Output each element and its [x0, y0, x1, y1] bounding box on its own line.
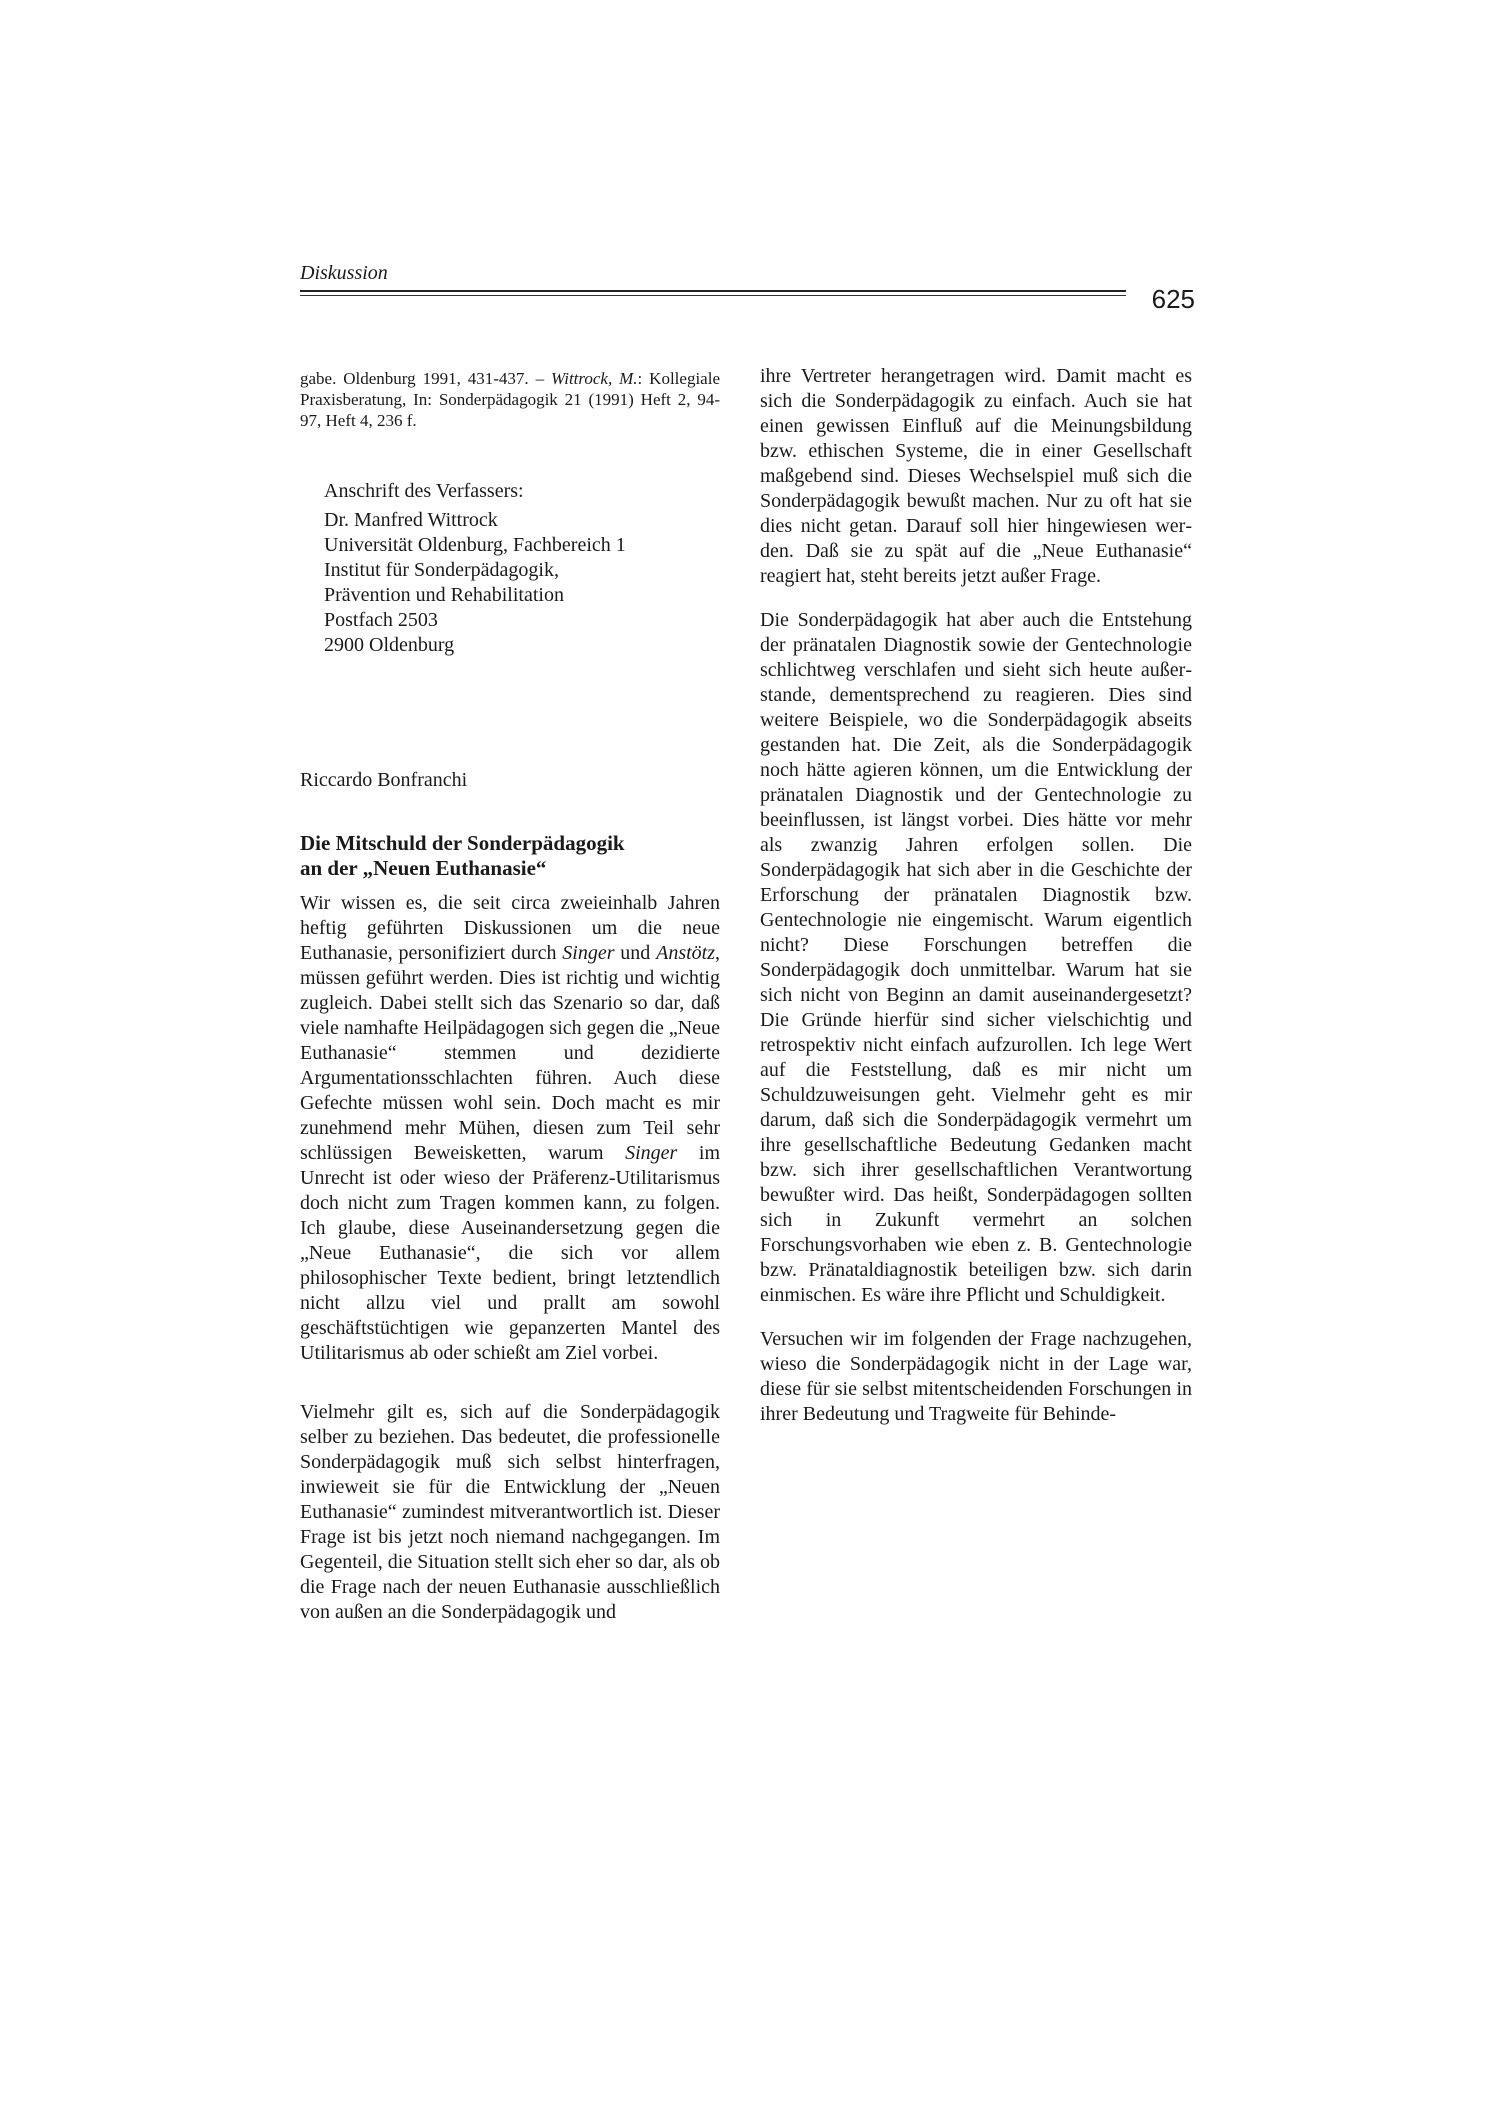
left-column: [300, 368, 720, 1625]
address-line: Postfach 2503: [324, 609, 438, 631]
section-title: Diskussion: [300, 262, 388, 284]
address-line: 2900 Oldenburg: [324, 634, 455, 656]
emphasis-name: Anstötz: [656, 942, 716, 964]
header-rule-thick: [300, 290, 1126, 292]
emphasis-name: Wittrock, M.: [551, 369, 638, 388]
address-line: Institut für Sonderpädagogik,: [324, 559, 559, 581]
body-paragraph: Vielmehr gilt es, sich auf die Sonderpädagogik selber zu beziehen. Das bedeutet, die professionelle Sonderpädagogik muß sich selbst hinterfragen, inwieweit sie für die Entwicklung der „Neuen Euthanasie“ zumindest mitverantwortlich ist. Dieser Frage ist bis jetzt noch niemand nachgegangen. Im Gegenteil, die Situation stellt sich eher so dar, als ob die Frage nach der neuen Euthanasie ausschließlich von außen an die Sonderpädagogik und: [300, 1401, 720, 1623]
body-paragraph: Wir wissen es, die seit circa zweieinhalb Jahren heftig geführten Diskussionen um die neue Euthanasie, personifiziert durch Singer und Anstötz, müssen geführt werden. Dies ist richtig und wichtig zugleich. Dabei stellt sich das Szenario so dar, daß viele namhafte Heilpädagogen sich gegen die „Neue Euthanasie“ stemmen und dezidierte Argumentationsschlachten führen. Auch diese Gefechte müssen wohl sein. Doch macht es mir zunehmend mehr Mühen, diesen zum Teil sehr schlüssigen Beweisketten, warum Singer im Unrecht ist oder wieso der Präferenz-Utilitarismus doch nicht zum Tragen kommen kann, zu folgen. Ich glaube, diese Auseinandersetzung gegen die „Neue Euthanasie“, die sich vor allem philosophischer Texte bedient, bringt letztendlich nicht allzu viel und prallt am sowohl geschäftstüchtigen wie gepanzerten Mantel des Utilitarismus ab oder schießt am Ziel vorbei.: [300, 892, 721, 1364]
article-title-line: an der „Neuen Euthanasie“: [300, 856, 547, 880]
article-title-line: Die Mitschuld der Sonderpädagogik: [300, 831, 625, 855]
reference-continuation: gabe. Oldenburg 1991, 431-437. – Wittrock, M.: Kollegiale Praxisberatung, In: Sonderpädagogik 21 (1991) Heft 2, 94-97, Heft 4, 236 f.: [300, 369, 720, 430]
emphasis-name: Singer: [625, 1142, 678, 1164]
body-paragraph: ihre Vertreter herangetragen wird. Damit macht es sich die Sonderpädagogik zu einfach. Auch sie hat einen gewissen Einfluß auf die Meinungsbildung bzw. ethischen Systeme, die in einer Gesellschaft maßgebend sind. Dieses Wechselspiel muß sich die Sonderpädagogik bewußt machen. Nur zu oft hat sie dies nicht getan. Darauf soll hier hingewiesen werden. Daß sie zu spät auf die „Neue Euthanasie“ reagiert hat, steht bereits jetzt außer Frage.: [760, 365, 1192, 587]
body-paragraph: Versuchen wir im folgenden der Frage nachzugehen, wieso die Sonderpädagogik nicht in der Lage war, diese für sie selbst mitentscheidenden Forschungen in ihrer Bedeutung und Tragweite für Behinde-: [760, 1328, 1192, 1425]
address-line: Prävention und Rehabilitation: [324, 584, 564, 606]
address-line: Universität Oldenburg, Fachbereich 1: [324, 534, 626, 556]
address-line: Dr. Manfred Wittrock: [324, 509, 498, 531]
body-paragraph: Die Sonderpädagogik hat aber auch die Entstehung der pränatalen Diagnostik sowie der Gentechnologie schlichtweg verschlafen und sieht sich heute außerstande, dementsprechend zu reagieren. Dies sind weitere Beispiele, wo die Sonderpädagogik abseits gestanden hat. Die Zeit, als die Sonderpädagogik noch hätte agieren können, um die Entwicklung der pränatalen Diagnostik und der Gentechnologie zu beeinflussen, ist längst vorbei. Dies hätte vor mehr als zwanzig Jahren erfolgen sollen. Die Sonderpädagogik hat sich aber in die Geschichte der Erforschung der pränatalen Diagnostik bzw. Gentechnologie nie eingemischt. Warum eigentlich nicht? Diese Forschungen betreffen die Sonderpädagogik doch unmittelbar. Warum hat sie sich nicht von Beginn an damit auseinandergesetzt? Die Gründe hierfür sind sicher vielschichtig und retrospektiv nicht einfach aufzurollen. Ich lege Wert auf die Feststellung, daß es mir nicht um Schuldzuweisungen geht. Vielmehr geht es mir darum, daß sich die Sonderpädagogik vermehrt um ihre gesellschaftliche Bedeutung Gedanken macht bzw. sich ihrer gesellschaftlichen Verantwortung bewußter wird. Das heißt, Sonderpädagogen sollten sich in Zukunft vermehrt an solchen Forschungsvorhaben wie eben z. B. Gentechnologie bzw. Pränataldiagnostik beteiligen bzw. sich darin einmischen. Es wäre ihre Pflicht und Schuldigkeit.: [760, 609, 1192, 1306]
emphasis-name: Singer: [562, 942, 615, 964]
address-heading: Anschrift des Verfassers:: [324, 480, 524, 502]
author-address: [324, 479, 720, 658]
right-column: [760, 364, 1192, 1427]
article-title: [300, 831, 720, 881]
article-author: Riccardo Bonfranchi: [300, 769, 468, 791]
header-rule-thin: [300, 295, 1126, 296]
page-number: 625: [1151, 284, 1195, 314]
running-header: [300, 262, 1195, 322]
